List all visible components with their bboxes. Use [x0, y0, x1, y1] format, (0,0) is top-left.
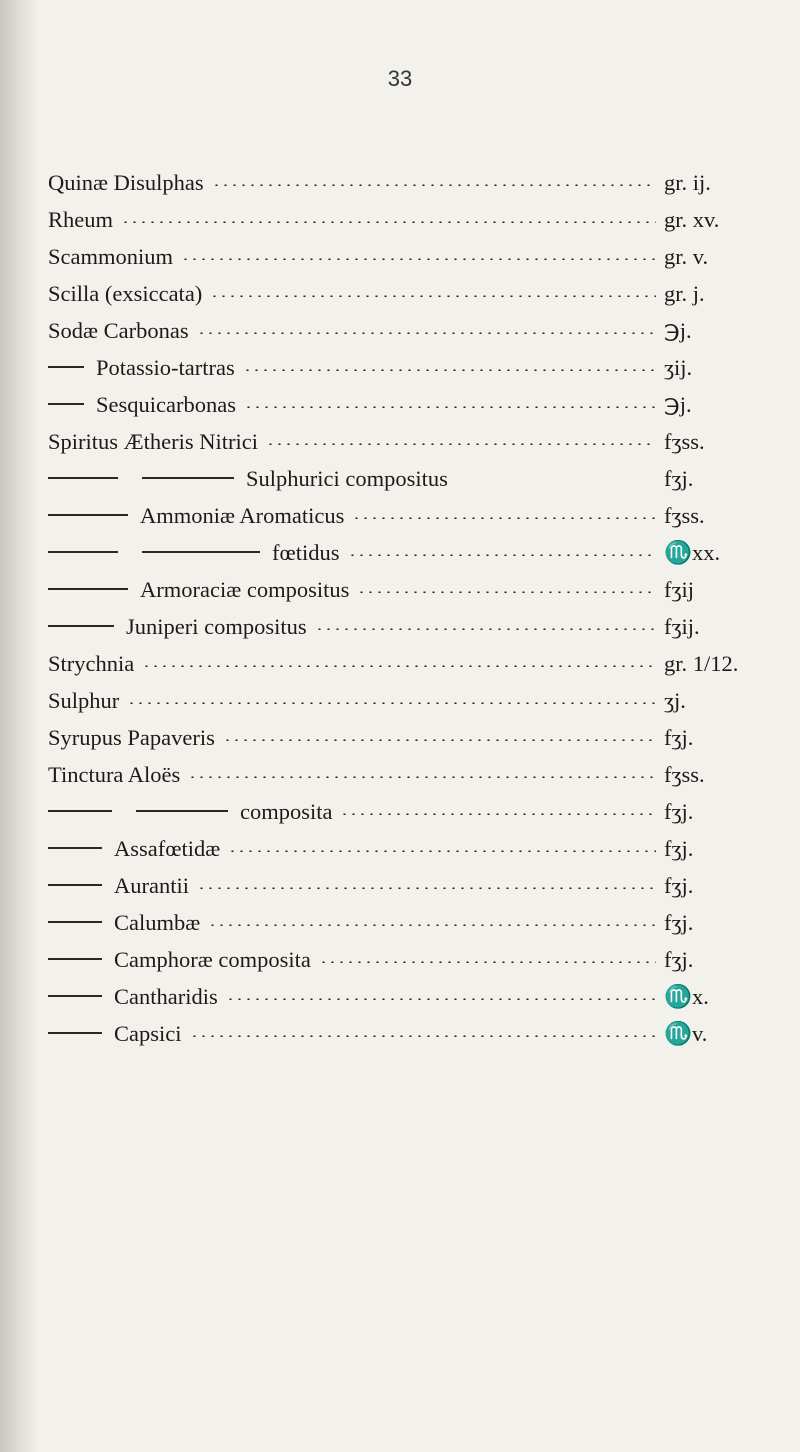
- dose-table: [48, 170, 762, 1058]
- dot-leader: [121, 221, 656, 223]
- dose-entry: [48, 725, 762, 762]
- dose-entry: [48, 762, 762, 799]
- dot-leader: [228, 850, 656, 852]
- dose-entry: [48, 947, 762, 984]
- dose-value: ʒij.: [664, 355, 693, 380]
- drug-name: Aurantii: [114, 873, 189, 898]
- dot-leader: [142, 665, 656, 667]
- dose-value: fʒj.: [664, 873, 694, 898]
- drug-name: Rheum: [48, 207, 113, 232]
- dot-leader: [244, 406, 656, 408]
- dose-value: fʒj.: [664, 466, 694, 491]
- dose-entry: [48, 873, 762, 910]
- dot-leader: [340, 813, 656, 815]
- dose-value: fʒj.: [664, 725, 694, 750]
- dot-leader: [348, 554, 657, 556]
- ditto-dash: [48, 995, 102, 997]
- dose-value: fʒss.: [664, 762, 705, 787]
- dose-value: gr. 1/12.: [664, 651, 739, 676]
- dot-leader: [181, 258, 656, 260]
- dot-leader: [208, 924, 656, 926]
- dose-value: fʒss.: [664, 503, 705, 528]
- drug-name: Syrupus Papaveris: [48, 725, 215, 750]
- dose-entry: [48, 281, 762, 318]
- drug-name: Sulphurici compositus: [246, 466, 448, 491]
- ditto-dash: [48, 625, 114, 627]
- dose-entry: [48, 318, 762, 355]
- dose-value: gr. ij.: [664, 170, 711, 195]
- dot-leader: [266, 443, 656, 445]
- dose-entry: [48, 577, 762, 614]
- dose-entry: [48, 688, 762, 725]
- ditto-dash: [48, 884, 102, 886]
- drug-name: Sesquicarbonas: [96, 392, 236, 417]
- dose-entry: [48, 1021, 762, 1058]
- dot-leader: [352, 517, 656, 519]
- dose-value: gr. j.: [664, 281, 705, 306]
- drug-name: Quinæ Disulphas: [48, 170, 204, 195]
- dose-entry: [48, 466, 762, 503]
- dot-leader: [127, 702, 656, 704]
- dose-value: ♏xx.: [664, 540, 721, 565]
- dose-entry: [48, 170, 762, 207]
- dot-leader: [226, 998, 656, 1000]
- ditto-dash: [48, 1032, 102, 1034]
- ditto-dash: [48, 810, 112, 812]
- drug-name: Camphoræ composita: [114, 947, 311, 972]
- dose-value: gr. v.: [664, 244, 709, 269]
- dot-leader: [243, 369, 656, 371]
- dose-entry: [48, 207, 762, 244]
- ditto-dash: [48, 514, 128, 516]
- ditto-dash: [48, 403, 84, 405]
- drug-name: fœtidus: [272, 540, 340, 565]
- drug-name: Potassio-tartras: [96, 355, 235, 380]
- dose-entry: [48, 540, 762, 577]
- dot-leader: [315, 628, 656, 630]
- dot-leader: [197, 887, 656, 889]
- drug-name: Calumbæ: [114, 910, 201, 935]
- dose-entry: [48, 984, 762, 1021]
- drug-name: Armoraciæ compositus: [140, 577, 350, 602]
- drug-name: Juniperi compositus: [126, 614, 307, 639]
- dose-value: ℈j.: [664, 318, 692, 343]
- dose-value: fʒss.: [664, 429, 705, 454]
- ditto-dash: [48, 477, 118, 479]
- ditto-dash: [136, 810, 228, 812]
- drug-name: Ammoniæ Aromaticus: [140, 503, 345, 528]
- drug-name: composita: [240, 799, 333, 824]
- dose-value: fʒij: [664, 577, 694, 602]
- ditto-dash: [48, 847, 102, 849]
- dot-leader: [357, 591, 656, 593]
- drug-name: Tinctura Aloës: [48, 762, 181, 787]
- dose-entry: [48, 355, 762, 392]
- ditto-dash: [48, 588, 128, 590]
- dose-entry: [48, 429, 762, 466]
- drug-name: Capsici: [114, 1021, 182, 1046]
- drug-name: Cantharidis: [114, 984, 218, 1009]
- dose-entry: [48, 392, 762, 429]
- dose-value: ♏x.: [664, 984, 709, 1009]
- dose-value: ♏v.: [664, 1021, 708, 1046]
- dose-entry: [48, 836, 762, 873]
- dot-leader: [319, 961, 656, 963]
- dose-entry: [48, 244, 762, 281]
- dose-value: fʒj.: [664, 799, 694, 824]
- dose-entry: [48, 799, 762, 836]
- drug-name: Scilla (exsiccata): [48, 281, 203, 306]
- ditto-dash: [48, 551, 118, 553]
- dose-entry: [48, 503, 762, 540]
- ditto-dash: [142, 551, 260, 553]
- dose-entry: [48, 910, 762, 947]
- drug-name: Strychnia: [48, 651, 135, 676]
- dose-value: ʒj.: [664, 688, 686, 713]
- drug-name: Spiritus Ætheris Nitrici: [48, 429, 258, 454]
- dose-entry: [48, 651, 762, 688]
- dot-leader: [188, 776, 656, 778]
- dose-value: ℈j.: [664, 392, 692, 417]
- ditto-dash: [142, 477, 234, 479]
- dose-value: fʒj.: [664, 836, 694, 861]
- dot-leader: [212, 184, 656, 186]
- ditto-dash: [48, 921, 102, 923]
- dot-leader: [190, 1035, 657, 1037]
- ditto-dash: [48, 958, 102, 960]
- dose-value: fʒj.: [664, 947, 694, 972]
- dot-leader: [456, 480, 656, 482]
- ditto-dash: [48, 366, 84, 368]
- dot-leader: [197, 332, 656, 334]
- page-number: 33: [387, 66, 413, 91]
- drug-name: Assafœtidæ: [114, 836, 221, 861]
- dose-value: fʒij.: [664, 614, 700, 639]
- page-gutter-shadow: [0, 0, 40, 1452]
- drug-name: Sodæ Carbonas: [48, 318, 189, 343]
- dot-leader: [223, 739, 656, 741]
- dot-leader: [210, 295, 656, 297]
- drug-name: Scammonium: [48, 244, 173, 269]
- dose-value: fʒj.: [664, 910, 694, 935]
- dose-entry: [48, 614, 762, 651]
- drug-name: Sulphur: [48, 688, 120, 713]
- dose-value: gr. xv.: [664, 207, 720, 232]
